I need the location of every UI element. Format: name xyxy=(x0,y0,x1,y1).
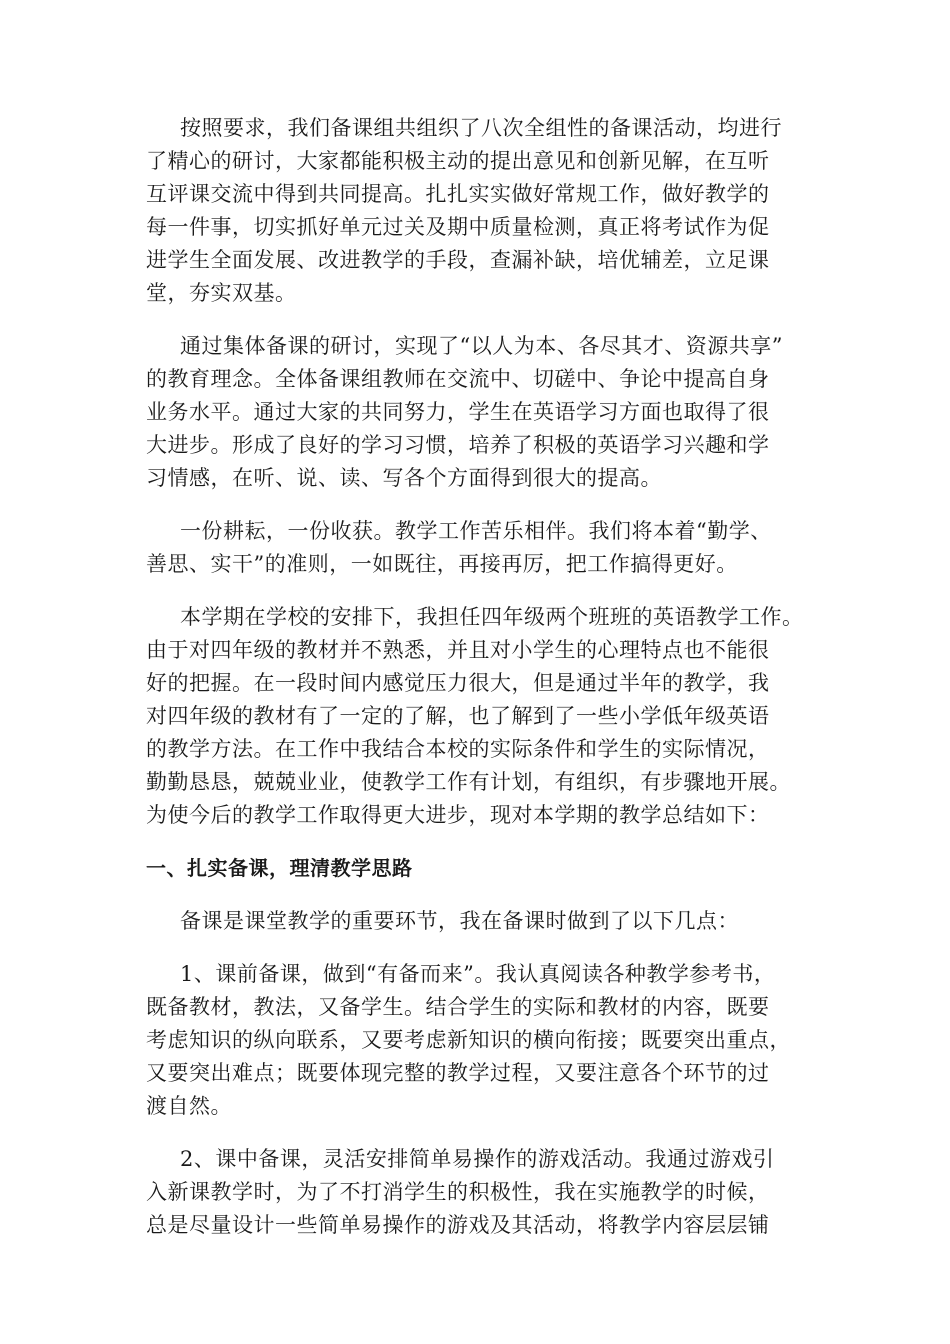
document-body xyxy=(146,112,826,1242)
paragraph-gap xyxy=(146,832,826,852)
heading-text: 一、扎实备课，理清教学思路 xyxy=(146,856,413,880)
text-line: 了精心的研讨，大家都能积极主动的提出意见和创新见解，在互听 xyxy=(146,149,770,173)
text-line: 好的把握。在一段时间内感觉压力很大，但是通过半年的教学，我 xyxy=(146,671,770,695)
paragraph-gap xyxy=(146,581,826,601)
text-line: 既备教材，教法，又备学生。结合学生的实际和教材的内容，既要 xyxy=(146,995,770,1019)
paragraph-gap xyxy=(146,310,826,330)
text-line: 总是尽量设计一些简单易操作的游戏及其活动，将教学内容层层铺 xyxy=(146,1213,770,1237)
section-heading xyxy=(146,852,826,885)
paragraph-point-2 xyxy=(146,1143,826,1242)
text-line: 业务水平。通过大家的共同努力，学生在英语学习方面也取得了很 xyxy=(146,400,770,424)
paragraph-gap xyxy=(146,1123,826,1143)
text-line: 大进步。形成了良好的学习习惯，培养了积极的英语学习兴趣和学 xyxy=(146,433,770,457)
text-line: 每一件事，切实抓好单元过关及期中质量检测，真正将考试作为促 xyxy=(146,215,770,239)
paragraph-gap xyxy=(146,938,826,958)
text-line: 1、课前备课，做到“有备而来”。我认真阅读各种教学参考书， xyxy=(180,962,776,986)
text-line: 互评课交流中得到共同提高。扎扎实实做好常规工作，做好教学的 xyxy=(146,182,770,206)
paragraph-collective-prep xyxy=(146,330,826,495)
paragraph-harvest xyxy=(146,515,826,581)
text-line: 善思、实干”的准则，一如既往，再接再厉，把工作搞得更好。 xyxy=(146,552,738,576)
text-line: 入新课教学时，为了不打消学生的积极性，我在实施教学的时候， xyxy=(146,1180,770,1204)
paragraph-lesson-prep-activities xyxy=(146,112,826,310)
paragraph-gap xyxy=(146,885,826,905)
text-line: 对四年级的教材有了一定的了解，也了解到了一些小学低年级英语 xyxy=(146,704,770,728)
text-line: 通过集体备课的研讨，实现了“以人为本、各尽其才、资源共享” xyxy=(180,334,783,358)
text-line: 进学生全面发展、改进教学的手段，查漏补缺，培优辅差，立足课 xyxy=(146,248,770,272)
text-line: 2、课中备课，灵活安排简单易操作的游戏活动。我通过游戏引 xyxy=(180,1147,775,1171)
text-line: 由于对四年级的教材并不熟悉，并且对小学生的心理特点也不能很 xyxy=(146,638,770,662)
text-line: 一份耕耘，一份收获。教学工作苦乐相伴。我们将本着“勤学、 xyxy=(180,519,772,543)
text-line: 勤勤恳恳，兢兢业业，使教学工作有计划，有组织，有步骤地开展。 xyxy=(146,770,791,794)
text-line: 的教学方法。在工作中我结合本校的实际条件和学生的实际情况， xyxy=(146,737,770,761)
text-line: 考虑知识的纵向联系，又要考虑新知识的横向衔接；既要突出重点， xyxy=(146,1028,791,1052)
text-line: 按照要求，我们备课组共组织了八次全组性的备课活动，均进行 xyxy=(180,116,782,140)
text-line: 为使今后的教学工作取得更大进步，现对本学期的教学总结如下： xyxy=(146,803,770,827)
paragraph-semester-intro xyxy=(146,601,826,832)
text-line: 渡自然。 xyxy=(146,1094,232,1118)
text-line: 本学期在学校的安排下，我担任四年级两个班班的英语教学工作。 xyxy=(180,605,804,629)
paragraph-point-1 xyxy=(146,958,826,1123)
text-line: 的教育理念。全体备课组教师在交流中、切磋中、争论中提高自身 xyxy=(146,367,770,391)
text-line: 又要突出难点；既要体现完整的教学过程，又要注意各个环节的过 xyxy=(146,1061,770,1085)
text-line: 堂，夯实双基。 xyxy=(146,281,297,305)
text-line: 备课是课堂教学的重要环节，我在备课时做到了以下几点： xyxy=(180,909,739,933)
text-line: 习情感，在听、说、读、写各个方面得到很大的提高。 xyxy=(146,466,662,490)
paragraph-gap xyxy=(146,495,826,515)
paragraph-prep-importance xyxy=(146,905,826,938)
